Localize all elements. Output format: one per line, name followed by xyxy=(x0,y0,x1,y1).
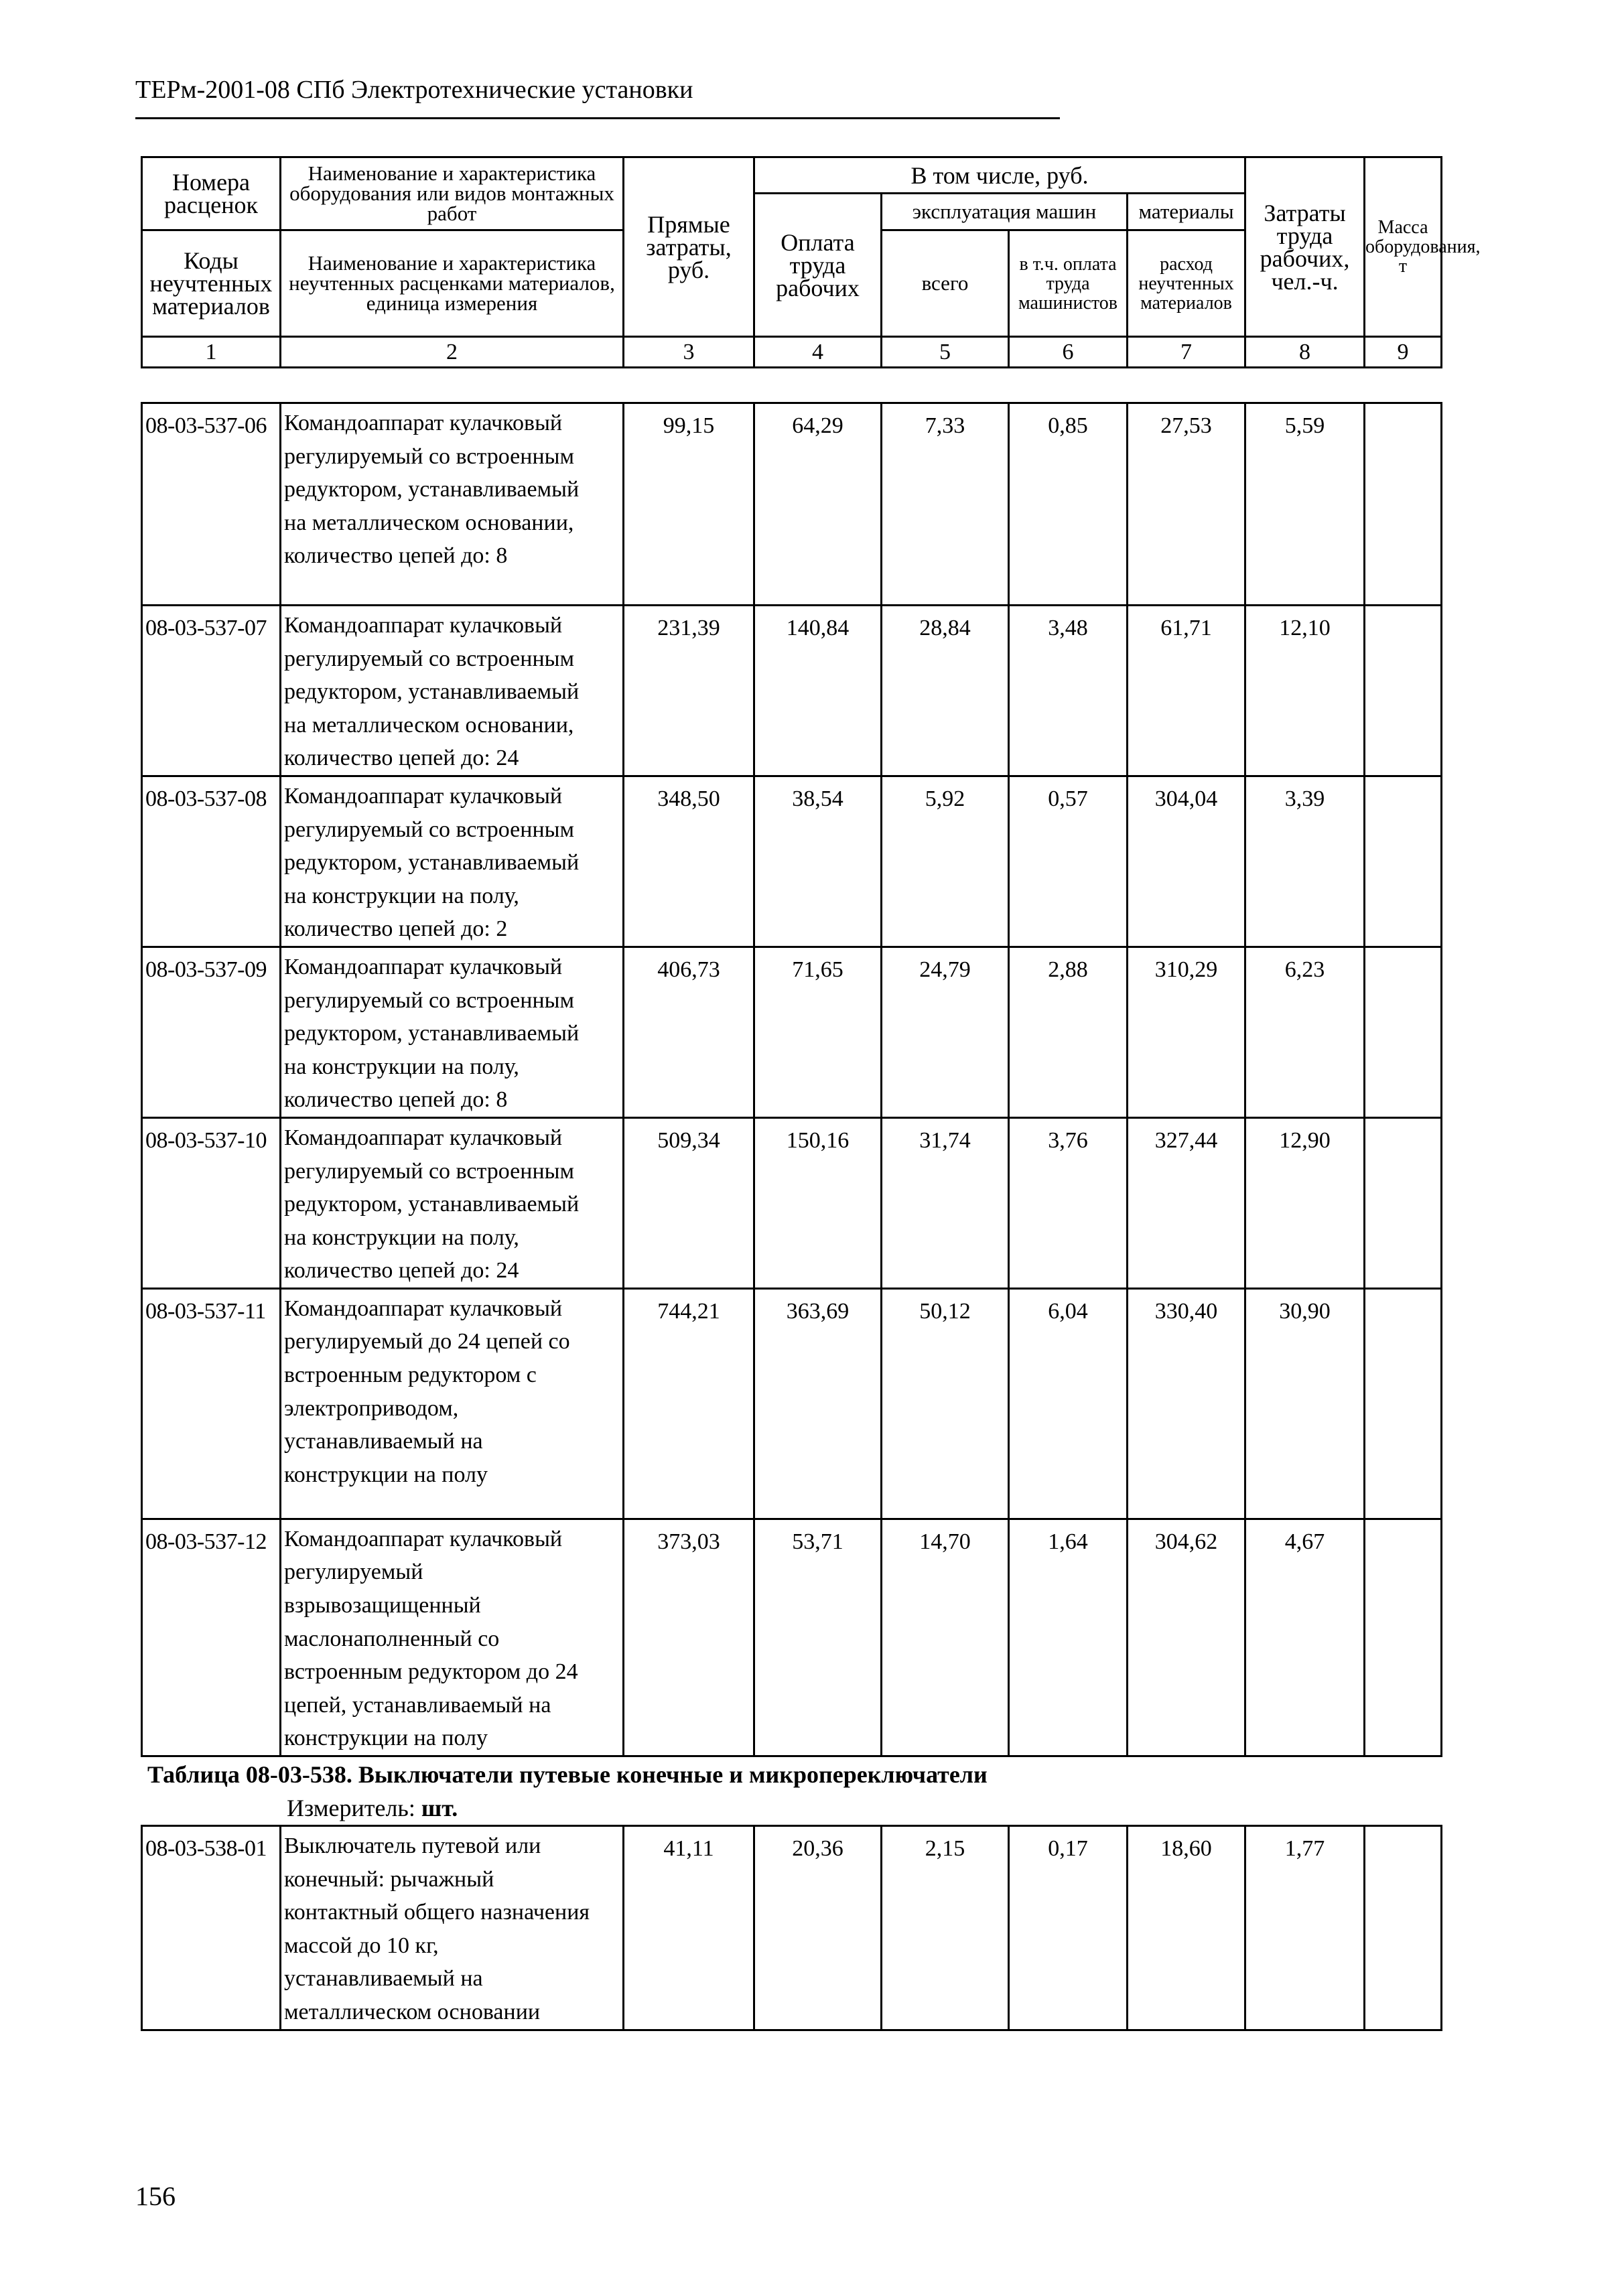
worker-wages: 140,84 xyxy=(754,606,882,776)
description-line: встроенным редуктором до 24 xyxy=(284,1659,578,1685)
description-line: массой до 10 кг, xyxy=(284,1933,439,1958)
head-number: 5 xyxy=(882,337,1009,368)
head-col9: Масса оборудования, т xyxy=(1365,157,1442,337)
description-line: Командоаппарат кулачковый xyxy=(284,1526,563,1551)
rate-code: 08-03-537-10 xyxy=(142,1117,281,1288)
worker-wages: 53,71 xyxy=(754,1519,882,1756)
head-col4: Оплата труда рабочих xyxy=(754,194,882,337)
description-line: на конструкции на полу, xyxy=(284,1054,519,1079)
direct-cost: 406,73 xyxy=(624,947,754,1117)
head-number: 2 xyxy=(281,337,624,368)
head-col3: Прямые затраты, руб. xyxy=(624,157,754,337)
materials-cost: 327,44 xyxy=(1128,1117,1245,1288)
machine-operation-total: 5,92 xyxy=(882,776,1009,947)
labor-hours: 3,39 xyxy=(1245,776,1365,947)
head-col8: Затраты труда рабочих, чел.-ч. xyxy=(1245,157,1365,337)
rates-table-537 xyxy=(141,402,1442,1757)
equipment-mass xyxy=(1365,403,1442,606)
description-line: редуктором, устанавливаемый xyxy=(284,477,580,502)
table-row xyxy=(142,606,1442,776)
operator-wages: 0,85 xyxy=(1009,403,1128,606)
direct-cost: 348,50 xyxy=(624,776,754,947)
description-line: регулируемый со встроенным xyxy=(284,1158,575,1184)
rate-description xyxy=(281,776,624,947)
operator-wages: 1,64 xyxy=(1009,1519,1128,1756)
machine-operation-total: 2,15 xyxy=(882,1826,1009,2030)
direct-cost: 509,34 xyxy=(624,1117,754,1288)
description-line: Командоаппарат кулачковый xyxy=(284,1296,563,1321)
description-line: конструкции на полу xyxy=(284,1726,488,1751)
materials-cost: 61,71 xyxy=(1128,606,1245,776)
page-number: 156 xyxy=(135,2181,176,2211)
table-row xyxy=(142,1288,1442,1519)
direct-cost: 99,15 xyxy=(624,403,754,606)
description-line: Командоаппарат кулачковый xyxy=(284,613,563,638)
materials-cost: 27,53 xyxy=(1128,403,1245,606)
materials-cost: 330,40 xyxy=(1128,1288,1245,1519)
description-line: конструкции на полу xyxy=(284,1462,488,1487)
equipment-mass xyxy=(1365,776,1442,947)
description-line: количество цепей до: 8 xyxy=(284,1087,508,1113)
description-line: встроенным редуктором с xyxy=(284,1363,537,1388)
head-number: 3 xyxy=(624,337,754,368)
rate-description xyxy=(281,1826,624,2030)
head-col7: расход неучтенных материалов xyxy=(1128,230,1245,337)
head-number: 9 xyxy=(1365,337,1442,368)
description-line: количество цепей до: 24 xyxy=(284,746,519,771)
worker-wages: 363,69 xyxy=(754,1288,882,1519)
operator-wages: 0,57 xyxy=(1009,776,1128,947)
description-line: на металлическом основании, xyxy=(284,510,574,535)
operator-wages: 0,17 xyxy=(1009,1826,1128,2030)
direct-cost: 373,03 xyxy=(624,1519,754,1756)
rate-code: 08-03-537-12 xyxy=(142,1519,281,1756)
description-line: регулируемый со встроенным xyxy=(284,443,575,469)
head-number: 4 xyxy=(754,337,882,368)
equipment-mass xyxy=(1365,606,1442,776)
direct-cost: 231,39 xyxy=(624,606,754,776)
description-line: цепей, устанавливаемый на xyxy=(284,1692,551,1718)
worker-wages: 20,36 xyxy=(754,1826,882,2030)
table-head xyxy=(141,156,1481,368)
labor-hours: 5,59 xyxy=(1245,403,1365,606)
machine-operation-total: 7,33 xyxy=(882,403,1009,606)
rate-description xyxy=(281,1117,624,1288)
description-line: устанавливаемый на xyxy=(284,1966,483,1992)
machine-operation-total: 28,84 xyxy=(882,606,1009,776)
page-header-title: ТЕРм-2001-08 СПб Электротехнические установки xyxy=(135,76,693,104)
unit-line xyxy=(287,1794,458,1822)
operator-wages: 2,88 xyxy=(1009,947,1128,1117)
description-line: редуктором, устанавливаемый xyxy=(284,1192,580,1217)
head-number: 1 xyxy=(142,337,281,368)
description-line: регулируемый xyxy=(284,1559,423,1585)
description-line: на конструкции на полу, xyxy=(284,883,519,908)
table-row xyxy=(142,1519,1442,1756)
rate-code: 08-03-537-11 xyxy=(142,1288,281,1519)
unit-label: Измеритель: xyxy=(287,1795,415,1821)
head-col1-bottom: Коды неучтенных материалов xyxy=(142,230,281,337)
description-line: регулируемый со встроенным xyxy=(284,646,575,671)
direct-cost: 41,11 xyxy=(624,1826,754,2030)
machine-operation-total: 31,74 xyxy=(882,1117,1009,1288)
table-caption: Таблица 08-03-538. Выключатели путевые конечные и микропереключатели xyxy=(147,1761,988,1788)
operator-wages: 6,04 xyxy=(1009,1288,1128,1519)
description-line: на металлическом основании, xyxy=(284,712,574,738)
description-line: Командоаппарат кулачковый xyxy=(284,783,563,809)
table-row xyxy=(142,1826,1442,2030)
description-line: электроприводом, xyxy=(284,1395,459,1421)
rate-description xyxy=(281,1288,624,1519)
operator-wages: 3,48 xyxy=(1009,606,1128,776)
description-line: регулируемый со встроенным xyxy=(284,817,575,842)
worker-wages: 71,65 xyxy=(754,947,882,1117)
labor-hours: 6,23 xyxy=(1245,947,1365,1117)
description-line: редуктором, устанавливаемый xyxy=(284,850,580,876)
head-col2-top: Наименование и характеристика оборудования или видов монтажных работ xyxy=(281,157,624,230)
rate-code: 08-03-537-09 xyxy=(142,947,281,1117)
description-line: на конструкции на полу, xyxy=(284,1225,519,1250)
rate-code: 08-03-537-08 xyxy=(142,776,281,947)
materials-cost: 304,04 xyxy=(1128,776,1245,947)
table-row xyxy=(142,403,1442,606)
head-number: 8 xyxy=(1245,337,1365,368)
description-line: взрывозащищенный xyxy=(284,1593,481,1618)
description-line: редуктором, устанавливаемый xyxy=(284,1021,580,1046)
operator-wages: 3,76 xyxy=(1009,1117,1128,1288)
head-col5: всего xyxy=(882,230,1009,337)
equipment-mass xyxy=(1365,947,1442,1117)
rows-537 xyxy=(142,403,1442,1756)
description-line: устанавливаемый на xyxy=(284,1429,483,1454)
worker-wages: 38,54 xyxy=(754,776,882,947)
rate-code: 08-03-538-01 xyxy=(142,1826,281,2030)
description-line: количество цепей до: 24 xyxy=(284,1258,519,1283)
rows-538 xyxy=(142,1826,1442,2030)
equipment-mass xyxy=(1365,1117,1442,1288)
header-rule xyxy=(135,117,1060,119)
table-row xyxy=(142,947,1442,1117)
labor-hours: 1,77 xyxy=(1245,1826,1365,2030)
table-row xyxy=(142,1117,1442,1288)
rate-code: 08-03-537-06 xyxy=(142,403,281,606)
head-col1-top: Номера расценок xyxy=(142,157,281,230)
materials-cost: 18,60 xyxy=(1128,1826,1245,2030)
materials-cost: 310,29 xyxy=(1128,947,1245,1117)
description-line: Выключатель путевой или xyxy=(284,1833,541,1858)
description-line: конечный: рычажный xyxy=(284,1866,494,1892)
equipment-mass xyxy=(1365,1519,1442,1756)
description-line: регулируемый до 24 цепей со xyxy=(284,1329,570,1355)
worker-wages: 150,16 xyxy=(754,1117,882,1288)
head-col2-bottom: Наименование и характеристика неучтенных расценками материалов, единица измерения xyxy=(281,230,624,337)
description-line: количество цепей до: 8 xyxy=(284,543,508,569)
rate-code: 08-03-537-07 xyxy=(142,606,281,776)
description-line: количество цепей до: 2 xyxy=(284,916,508,942)
labor-hours: 12,10 xyxy=(1245,606,1365,776)
head-number: 7 xyxy=(1128,337,1245,368)
description-line: регулируемый со встроенным xyxy=(284,987,575,1013)
rates-table-538 xyxy=(141,1825,1442,2031)
head-number: 6 xyxy=(1009,337,1128,368)
head-incl: В том числе, руб. xyxy=(754,157,1245,194)
unit-value: шт. xyxy=(421,1795,458,1821)
equipment-mass xyxy=(1365,1826,1442,2030)
rate-description xyxy=(281,606,624,776)
rate-description xyxy=(281,947,624,1117)
description-line: металлическом основании xyxy=(284,1999,541,2024)
rate-description xyxy=(281,403,624,606)
labor-hours: 12,90 xyxy=(1245,1117,1365,1288)
head-materials: материалы xyxy=(1128,194,1245,230)
description-line: Командоаппарат кулачковый xyxy=(284,954,563,979)
materials-cost: 304,62 xyxy=(1128,1519,1245,1756)
worker-wages: 64,29 xyxy=(754,403,882,606)
rate-description xyxy=(281,1519,624,1756)
description-line: контактный общего назначения xyxy=(284,1900,590,1925)
machine-operation-total: 24,79 xyxy=(882,947,1009,1117)
description-line: маслонаполненный со xyxy=(284,1626,500,1651)
head-col6: в т.ч. оплата труда машинистов xyxy=(1009,230,1128,337)
labor-hours: 4,67 xyxy=(1245,1519,1365,1756)
equipment-mass xyxy=(1365,1288,1442,1519)
description-line: Командоаппарат кулачковый xyxy=(284,411,563,435)
machine-operation-total: 50,12 xyxy=(882,1288,1009,1519)
direct-cost: 744,21 xyxy=(624,1288,754,1519)
table-row xyxy=(142,776,1442,947)
machine-operation-total: 14,70 xyxy=(882,1519,1009,1756)
description-line: редуктором, устанавливаемый xyxy=(284,679,580,705)
head-exploitation: эксплуатация машин xyxy=(882,194,1128,230)
labor-hours: 30,90 xyxy=(1245,1288,1365,1519)
description-line: Командоаппарат кулачковый xyxy=(284,1125,563,1150)
